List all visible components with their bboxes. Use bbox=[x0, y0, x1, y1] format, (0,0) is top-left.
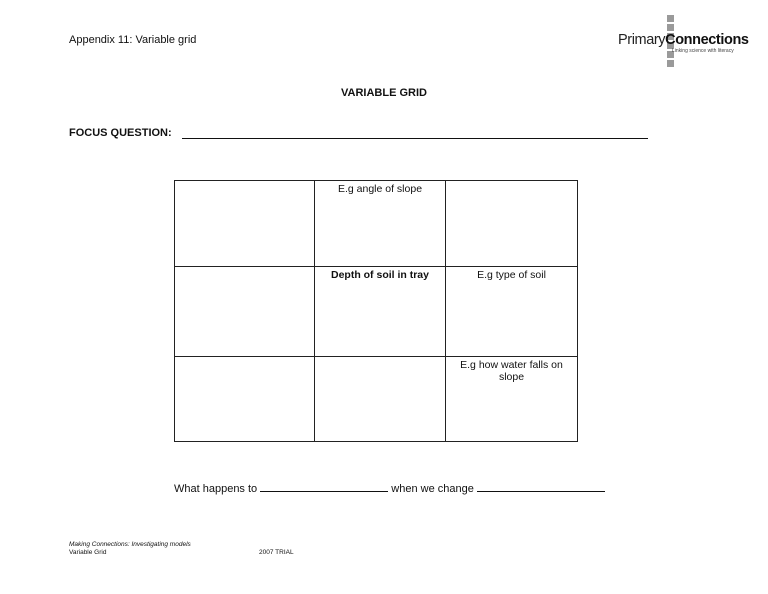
footer-publication: Making Connections: Investigating models bbox=[69, 541, 191, 548]
grid-row bbox=[175, 267, 578, 357]
logo-wordmark bbox=[618, 32, 749, 48]
logo-wordmark-bold: Connections bbox=[665, 32, 749, 48]
grid-cell: E.g type of soil bbox=[446, 267, 578, 357]
grid-cell: E.g how water falls on slope bbox=[446, 357, 578, 442]
grid-row bbox=[175, 181, 578, 267]
what-happens-prompt bbox=[174, 482, 605, 495]
grid-cell bbox=[175, 357, 315, 442]
focus-question-line bbox=[182, 138, 648, 139]
grid-cell bbox=[315, 357, 446, 442]
grid-row bbox=[175, 357, 578, 442]
logo-tagline: Linking science with literacy bbox=[672, 48, 734, 54]
primary-connections-logo bbox=[618, 15, 758, 67]
variable-grid bbox=[174, 180, 578, 442]
footer-trial: 2007 TRIAL bbox=[259, 549, 294, 556]
blank-line bbox=[260, 482, 388, 492]
prompt-part2: when we change bbox=[391, 483, 474, 495]
appendix-label: Appendix 11: Variable grid bbox=[69, 34, 197, 46]
prompt-part1: What happens to bbox=[174, 483, 258, 495]
grid-cell bbox=[175, 181, 315, 267]
grid-cell bbox=[446, 181, 578, 267]
footer-section: Variable Grid bbox=[69, 549, 107, 556]
grid-cell bbox=[175, 267, 315, 357]
page-title: VARIABLE GRID bbox=[341, 87, 427, 99]
blank-line bbox=[477, 482, 605, 492]
logo-wordmark-light: Primary bbox=[618, 32, 666, 48]
grid-cell: Depth of soil in tray bbox=[315, 267, 446, 357]
grid-cell: E.g angle of slope bbox=[315, 181, 446, 267]
focus-question-label: FOCUS QUESTION: bbox=[69, 127, 172, 139]
